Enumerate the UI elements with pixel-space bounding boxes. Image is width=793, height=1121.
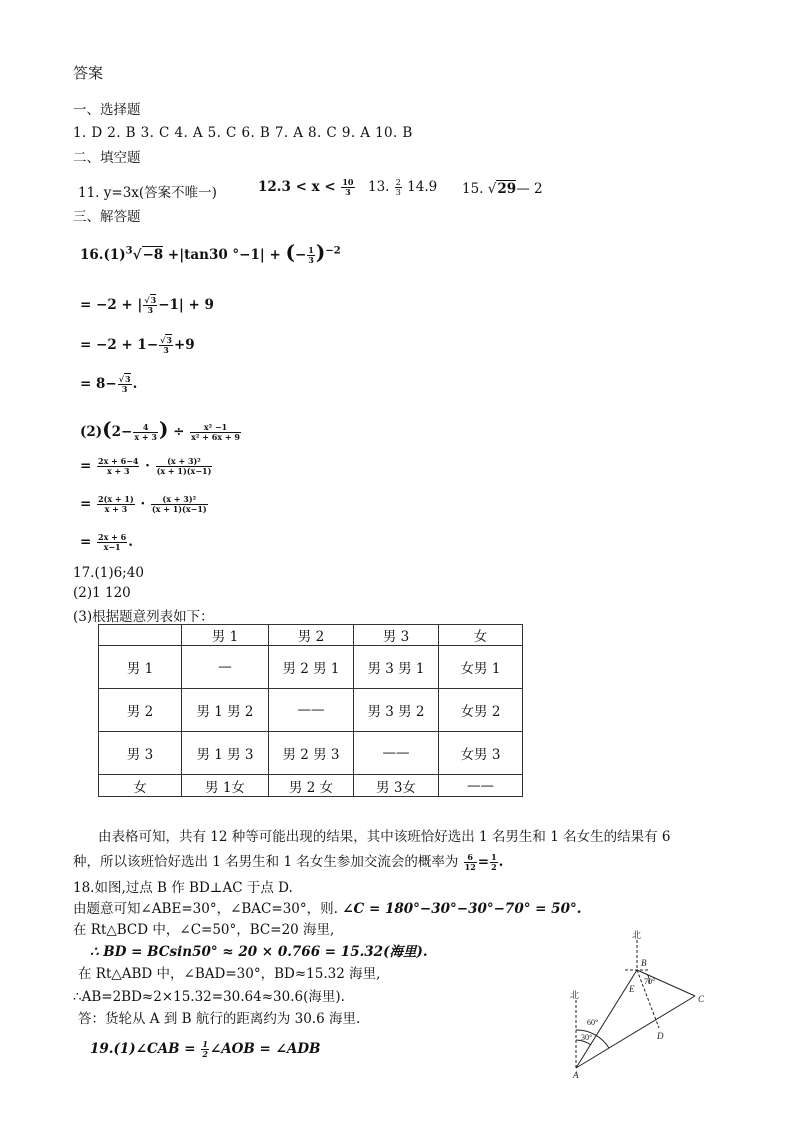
fraction-numerator: 1 [308, 245, 314, 255]
q16-div-sign: ÷ [173, 424, 185, 440]
q16-step1-b: −1| + 9 [158, 297, 214, 313]
fill-q12-text: 12.3 < x < [258, 179, 336, 195]
fraction-numerator: 6 [467, 852, 473, 862]
fraction [97, 533, 127, 552]
fraction-numerator: 1 [491, 852, 497, 862]
sqrt3-over-3: $\frac{√3}{3}$ [144, 295, 157, 315]
fraction-numerator: 2(x + 1) [98, 494, 134, 504]
q16-part2-frac2 [190, 423, 241, 442]
fraction-denominator: 3 [308, 255, 314, 265]
radicand: 3 [124, 374, 131, 384]
q17-conclusion-1: 由表格可知，共有 12 种等可能出现的结果，其中该班恰好选出 1 名男生和 1 名女生的结果有 6 [98, 829, 671, 845]
table-cell: 男 3 男 2 [354, 689, 439, 732]
point-b-label: B [641, 958, 647, 968]
q18-line4: ∴ BD = BCsin50° ≈ 20 × 0.766 = 15.32(海里). [90, 944, 428, 960]
fraction-denominator: 2 [202, 1049, 208, 1059]
probability-fraction [464, 853, 477, 872]
q19-a: 19.(1)∠CAB = [90, 1041, 196, 1057]
fraction-numerator: (x + 3)² [162, 494, 197, 504]
table-cell: —— [269, 689, 354, 732]
table-cell: 男 2 [99, 689, 182, 732]
navigation-figure [555, 928, 715, 1078]
north-label-a: 北 [570, 990, 580, 1000]
table-cell: 男 3 [99, 732, 182, 775]
q16-part1-label: 16.(1) [80, 247, 126, 263]
fraction [97, 495, 135, 514]
q18-line2-b: ∠C = 180°−30°−30°−70° = 50°. [342, 901, 582, 917]
q16-part2-step2: = $\frac{2(x + 1)}{x + 3}$ · $\frac{\text{(x + 3)²}}{(x + 1)(x-1)}$ [80, 494, 207, 514]
fraction-denominator: x−1 [97, 542, 127, 552]
q16-neg-fraction [307, 246, 315, 265]
north-label-b: 北 [632, 930, 642, 940]
fraction-denominator: x + 3 [134, 432, 157, 442]
table-cell: 男 1 [99, 646, 182, 689]
q18-line7: 答：货轮从 A 到 B 航行的距离约为 30.6 海里. [78, 1011, 361, 1027]
q18-line2 [73, 897, 581, 917]
table-cell: 女男 1 [439, 646, 523, 689]
fill-q15-radicand: 29 [497, 181, 517, 197]
angle-60-label: 60° [587, 1018, 599, 1027]
q16-part1-expression: $16.(1)^3√-8 +|\tan 30$ °−1| + (− $\frac{1}{3}$ )$^{-2}$ [80, 240, 341, 265]
table-header-cell: 女 [439, 625, 523, 646]
cbrt-index: 3 [125, 245, 133, 257]
table-cell: 女男 3 [439, 732, 523, 775]
q17-conclusion-2 [73, 850, 503, 872]
fraction-numerator: 4 [142, 422, 149, 432]
point-c-label: C [698, 994, 705, 1004]
q16-step3-b: . [132, 376, 138, 392]
fraction-denominator: x + 3 [97, 466, 139, 476]
fraction-numerator: 1 [202, 1039, 208, 1049]
fraction-denominator: x² + 6x + 9 [191, 432, 240, 442]
fraction-denominator: 3 [395, 188, 401, 197]
table-cell: 男 1 男 3 [182, 732, 269, 775]
q18-line6: ∴AB=2BD≈2×15.32=30.64≈30.6(海里). [73, 989, 345, 1005]
fraction-numerator: 2x + 6−4 [98, 456, 139, 466]
table-cell: 男 2 男 3 [269, 732, 354, 775]
table-header-cell: 男 2 [269, 625, 354, 646]
fraction-denominator: (x + 1)(x−1) [156, 466, 212, 476]
segment-ac [576, 996, 695, 1068]
fraction-numerator: 10 [342, 177, 354, 187]
q16-step2-b: +9 [173, 337, 195, 353]
fraction-denominator: 3 [118, 384, 132, 394]
fraction-denominator: 3 [341, 187, 354, 197]
angle-70-label: 70° [644, 977, 656, 986]
q18-line2-a: 由题意可知∠ABE=30°，∠BAC=30°，则. [73, 901, 338, 917]
table-header-cell: 男 3 [354, 625, 439, 646]
fill-q12 [258, 178, 356, 197]
q16-exponent: −2 [325, 245, 341, 257]
q16-part1-mid: +|tan30 °−1| + [167, 247, 281, 263]
fill-q13-q14 [368, 178, 437, 197]
q17-line1: 17.(1)6;40 [73, 565, 144, 581]
fraction-denominator: (x + 1)(x−1) [151, 504, 207, 514]
page-title: 答案 [73, 64, 104, 82]
half-fraction [201, 1040, 209, 1059]
table-cell: 女男 2 [439, 689, 523, 732]
q18-line1: 18.如图,过点 B 作 BD⊥AC 于点 D. [73, 880, 293, 896]
table-row [99, 775, 523, 797]
q16-step2-a: = −2 + 1− [80, 337, 159, 353]
fraction-denominator: 12 [464, 862, 476, 872]
fraction-denominator: 3 [159, 345, 173, 355]
q16-step2 [80, 336, 195, 355]
table-cell: — [182, 646, 269, 689]
q16-part2-step3: = $\frac{2x + 6}{x-1}$ . [80, 532, 133, 552]
fill-q15: 15. √29— 2 [462, 181, 543, 197]
table-cell: 女 [99, 775, 182, 797]
table-cell: 男 2 女 [269, 775, 354, 797]
table-cell: 男 1 男 2 [182, 689, 269, 732]
probability-table [98, 624, 523, 797]
table-cell: —— [439, 775, 523, 797]
q19-b: ∠AOB = ∠ADB [209, 1041, 321, 1057]
table-cell: 男 3 男 1 [354, 646, 439, 689]
fraction-denominator: x + 3 [97, 504, 135, 514]
q16-radicand: −8 [142, 247, 164, 263]
q18-line3: 在 Rt△BCD 中，∠C=50°，BC=20 海里, [73, 922, 335, 938]
section-heading-fill: 二、填空题 [73, 150, 141, 166]
fraction [151, 495, 208, 514]
fill-q11: 11. y=3x(答案不唯一) [78, 185, 217, 201]
q18-line5: 在 Rt△ABD 中，∠BAD=30°，BD≈15.32 海里, [78, 966, 381, 982]
q16-part2-label: (2) [80, 424, 103, 440]
fraction-denominator: 3 [143, 305, 157, 315]
q17-line2: (2)1 120 [73, 585, 131, 601]
table-row [99, 689, 523, 732]
q16-step1 [80, 296, 214, 315]
fraction-denominator: 2 [491, 862, 497, 872]
q16-step3 [80, 375, 137, 394]
sqrt3-over-3: $\frac{√3}{3}$ [118, 374, 131, 394]
period: . [498, 854, 504, 870]
fraction-numerator: 2x + 6 [98, 532, 127, 542]
table-header-cell [99, 625, 182, 646]
angle-30-label: 30° [581, 1033, 593, 1042]
table-cell: —— [354, 732, 439, 775]
radicand: 3 [150, 295, 157, 305]
q17-conclusion-2-text: 种，所以该班恰好选出 1 名男生和 1 名女生参加交流会的概率为 [73, 854, 459, 870]
point-a-label: A [573, 1070, 579, 1078]
fill-q14: 14.9 [407, 179, 438, 195]
table-cell: 男 1女 [182, 775, 269, 797]
section-heading-choice: 一、选择题 [73, 102, 141, 118]
table-row [99, 732, 523, 775]
q19-line1 [90, 1040, 320, 1059]
point-d-label: D [657, 1031, 664, 1041]
sqrt3-over-3: $\frac{√3}{3}$ [160, 335, 172, 355]
choice-answers: 1. D 2. B 3. C 4. A 5. C 6. B 7. A 8. C 9. A 10. B [73, 125, 413, 141]
q16-part2-a: 2− [111, 424, 133, 440]
q16-part2-expression: (2)(2− $\frac{4}{x + 3}$ ) ÷ $\frac{\text{x² −1}}{\text{x² + 6x + 9}}$ [80, 417, 240, 442]
fill-q13-fraction [395, 178, 402, 197]
q16-part2-frac1 [133, 423, 158, 442]
fraction [156, 457, 213, 476]
q17-line3: (3)根据题意列表如下： [73, 609, 214, 625]
fill-q12-fraction [341, 178, 354, 197]
fraction-numerator: x² −1 [203, 422, 228, 432]
fill-q15-label: 15. [462, 181, 484, 197]
fill-q13-label: 13. [368, 179, 390, 195]
q16-step1-a: = −2 + | [80, 297, 143, 313]
table-row [99, 646, 523, 689]
q16-part2-step1: = $\frac{2x + 6-4}{x + 3}$ · $\frac{\text{(x + 3)²}}{(x + 1)(x-1)}$ [80, 456, 212, 476]
fraction-numerator: (x + 3)² [167, 456, 201, 466]
fraction [97, 457, 139, 476]
section-heading-solve: 三、解答题 [73, 209, 141, 225]
segment-ab [576, 970, 637, 1068]
table-header-row [99, 625, 523, 646]
fraction-numerator: 2 [395, 178, 401, 187]
probability-fraction-simplified [490, 853, 498, 872]
table-cell: 男 2 男 1 [269, 646, 354, 689]
point-e-label: E [629, 984, 635, 994]
radicand: 3 [166, 335, 172, 345]
equals-sign: = [477, 854, 490, 870]
table-cell: 男 3女 [354, 775, 439, 797]
table-header-cell: 男 1 [182, 625, 269, 646]
q16-step3-a: = 8− [80, 376, 117, 392]
fill-q15-tail: — 2 [516, 181, 543, 197]
